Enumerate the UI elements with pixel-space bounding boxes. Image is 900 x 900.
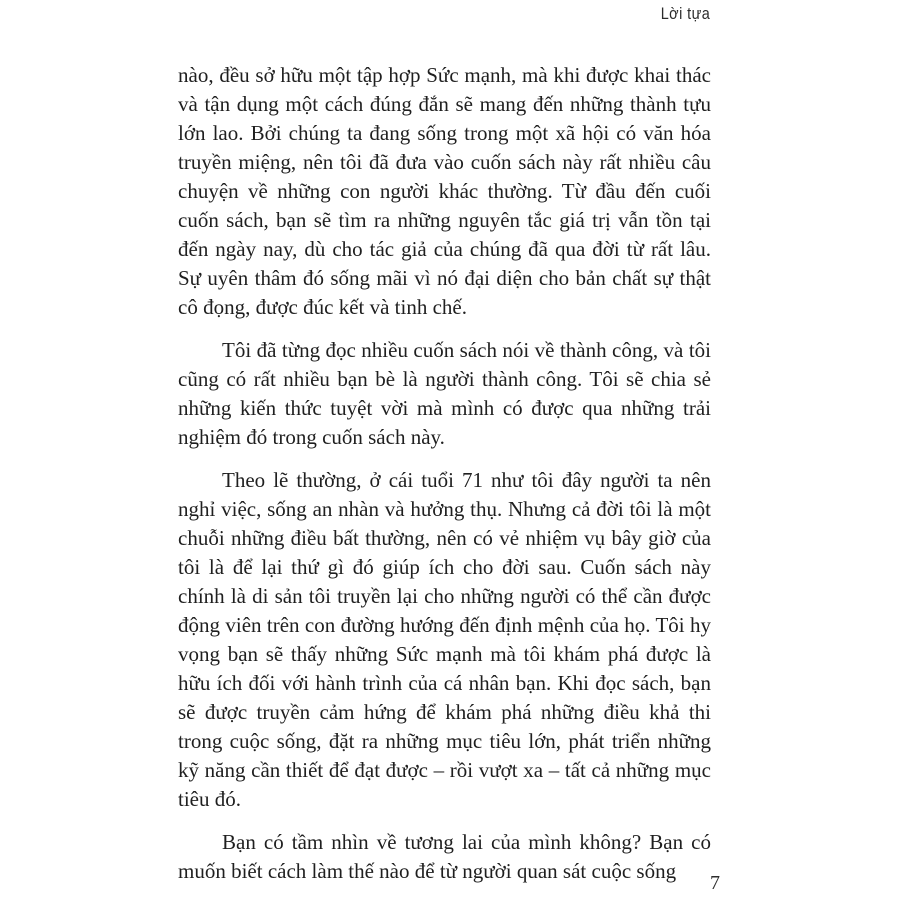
- running-header: Lời tựa: [660, 4, 710, 23]
- body-paragraph: Theo lẽ thường, ở cái tuổi 71 như tôi đây người ta nên nghỉ việc, sống an nhàn và hưởng thụ. Nhưng cả đời tôi là một chuỗi những điều bất thường, nên có vẻ nhiệm vụ bây giờ của tôi là để lại thứ gì đó giúp ích cho đời sau. Cuốn sách này chính là di sản tôi truyền lại cho những người có thể cần được động viên trên con đường hướng đến định mệnh của họ. Tôi hy vọng bạn sẽ thấy những Sức mạnh mà tôi khám phá được là hữu ích đối với hành trình của cá nhân bạn. Khi đọc sách, bạn sẽ được truyền cảm hứng để khám phá những điều khả thi trong cuộc sống, đặt ra những mục tiêu lớn, phát triển những kỹ năng cần thiết để đạt được – rồi vượt xa – tất cả những mục tiêu đó.: [178, 468, 711, 811]
- body-paragraph: Bạn có tầm nhìn về tương lai của mình không? Bạn có muốn biết cách làm thế nào để từ người quan sát cuộc sống: [178, 830, 711, 883]
- page-number: 7: [710, 872, 720, 894]
- body-paragraph: Tôi đã từng đọc nhiều cuốn sách nói về thành công, và tôi cũng có rất nhiều bạn bè là người thành công. Tôi sẽ chia sẻ những kiến thức tuyệt vời mà mình có được qua những trải nghiệm đó trong cuốn sách này.: [178, 338, 711, 449]
- body-text-block: [178, 61, 711, 900]
- body-paragraph: nào, đều sở hữu một tập hợp Sức mạnh, mà khi được khai thác và tận dụng một cách đúng đắn sẽ mang đến những thành tựu lớn lao. Bởi chúng ta đang sống trong một xã hội có văn hóa truyền miệng, nên tôi đã đưa vào cuốn sách này rất nhiều câu chuyện về những con người khác thường. Từ đầu đến cuối cuốn sách, bạn sẽ tìm ra những nguyên tắc giá trị vẫn tồn tại đến ngày nay, dù cho tác giả của chúng đã qua đời từ rất lâu. Sự uyên thâm đó sống mãi vì nó đại diện cho bản chất sự thật cô đọng, được đúc kết và tinh chế.: [178, 63, 711, 319]
